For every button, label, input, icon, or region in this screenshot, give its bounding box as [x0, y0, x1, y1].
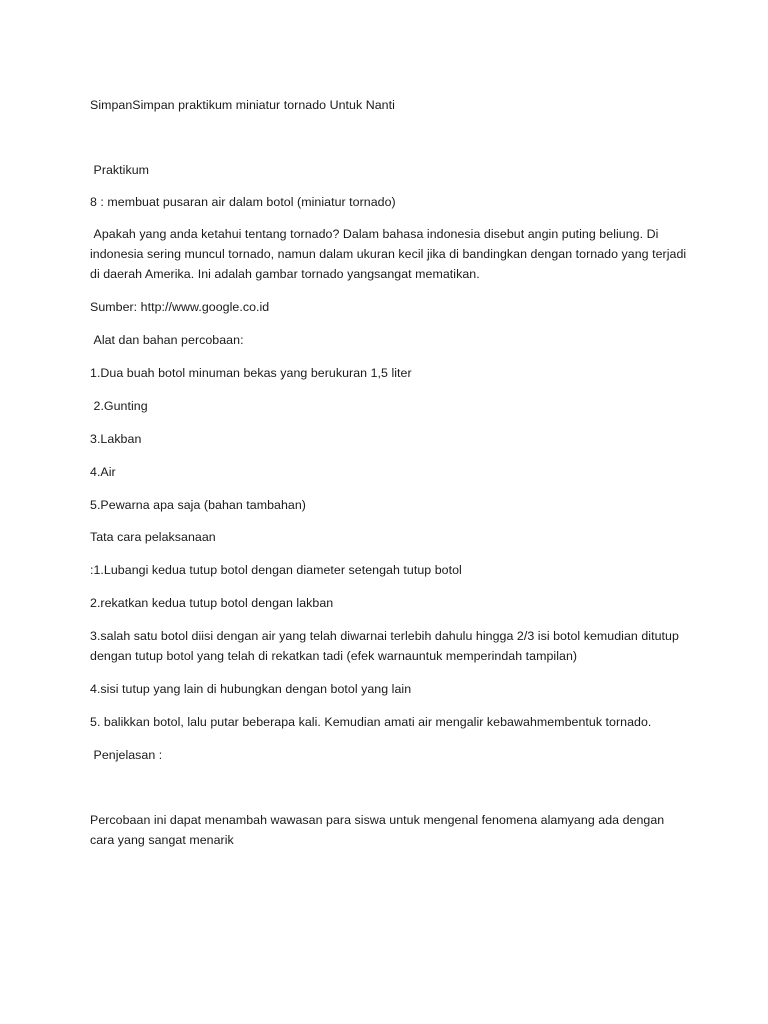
- document-title: SimpanSimpan praktikum miniatur tornado Untuk Nanti: [90, 98, 395, 112]
- source-line: Sumber: http://www.google.co.id: [90, 300, 270, 314]
- procedure-step: 5. balikkan botol, lalu putar beberapa kali. Kemudian amati air mengalir kebawahmembentuk tornado.: [90, 715, 652, 729]
- experiment-subheading: 8 : membuat pusaran air dalam botol (miniatur tornado): [90, 195, 396, 209]
- materials-item: 4.Air: [90, 465, 116, 479]
- document-page: [90, 0, 690, 1024]
- materials-item: 2.Gunting: [90, 399, 148, 413]
- section-heading-praktikum: Praktikum: [90, 163, 150, 177]
- materials-item: 5.Pewarna apa saja (bahan tambahan): [90, 498, 306, 512]
- intro-paragraph: Apakah yang anda ketahui tentang tornado? Dalam bahasa indonesia disebut angin puting beliung. Di indonesia sering muncul tornado, namun dalam ukuran kecil jika di bandingkan dengan tornado yang terjadi di daerah Amerika. Ini adalah gambar tornado yangsangat mematikan.: [90, 227, 690, 281]
- materials-item: 1.Dua buah botol minuman bekas yang berukuran 1,5 liter: [90, 366, 412, 380]
- conclusion-paragraph: Percobaan ini dapat menambah wawasan para siswa untuk mengenal fenomena alamyang ada dengan cara yang sangat menarik: [90, 813, 668, 847]
- procedure-heading: Tata cara pelaksanaan: [90, 530, 216, 544]
- explanation-heading: Penjelasan :: [90, 748, 163, 762]
- materials-item: 3.Lakban: [90, 432, 142, 446]
- procedure-step: :1.Lubangi kedua tutup botol dengan diameter setengah tutup botol: [90, 563, 462, 577]
- materials-heading: Alat dan bahan percobaan:: [90, 333, 244, 347]
- procedure-step: 3.salah satu botol diisi dengan air yang telah diwarnai terlebih dahulu hingga 2/3 isi botol kemudian ditutup dengan tutup botol yang telah di rekatkan tadi (efek warnauntuk memperindah tampilan): [90, 629, 683, 663]
- procedure-step: 4.sisi tutup yang lain di hubungkan dengan botol yang lain: [90, 682, 412, 696]
- procedure-step: 2.rekatkan kedua tutup botol dengan lakban: [90, 596, 334, 610]
